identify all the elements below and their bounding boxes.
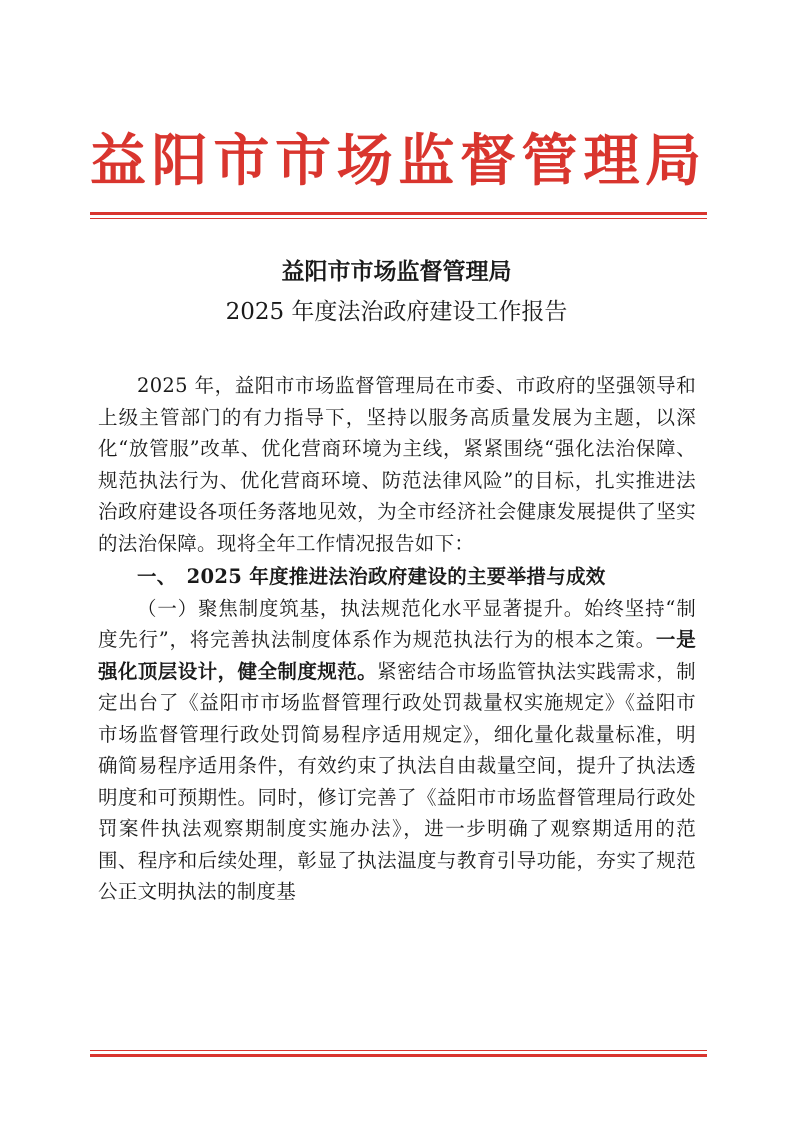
section-heading: 一、 2025 年度推进法治政府建设的主要举措与成效 xyxy=(137,565,606,588)
subsection-text: 始终坚持“制度先行”，将完善执法制度体系作为规范执法行为的根本之策。 xyxy=(98,596,696,651)
subsection-paragraph xyxy=(98,593,696,908)
letterhead-red-rule xyxy=(90,212,707,219)
subsection-lead: （一）聚焦制度筑基，执法规范化水平显著提升。 xyxy=(137,596,585,620)
footer-red-rule xyxy=(90,1050,707,1057)
subsection-text-continued: 紧密结合市场监管执法实践需求，制定出台了《益阳市市场监督管理行政处罚裁量权实施规定》《益阳市市场监督管理行政处罚简易程序适用规定》，细化量化裁量标准，明确简易程序适用条件，有效约束了执法自由裁量空间，提升了执法透明度和可预期性。同时，修订完善了《益阳市市场监督管理局行政处罚案件执法观察期制度实施办法》，进一步明确了观察期适用的范围、程序和后续处理，彰显了执法温度与教育引导功能，夯实了规范公正文明执法的制度基 xyxy=(98,659,696,903)
document-title-line2: 2025 年度法治政府建设工作报告 xyxy=(225,299,568,325)
intro-paragraph: 2025 年，益阳市市场监督管理局在市委、市政府的坚强领导和上级主管部门的有力指导下，坚持以服务高质量发展为主题，以深化“放管服”改革、优化营商环境为主线，紧紧围绕“强化法治保障、规范执法行为、优化营商环境、防范法律风险”的目标，扎实推进法治政府建设各项任务落地见效，为全市经济社会健康发展提供了坚实的法治保障。现将全年工作情况报告如下： xyxy=(98,374,696,555)
document-body xyxy=(98,370,696,908)
subsection-bold-point: 一是强化顶层设计，健全制度规范。 xyxy=(98,628,696,683)
document-title-line1: 益阳市市场监督管理局 xyxy=(281,258,512,285)
letterhead-org-name: 益阳市市场监督管理局 xyxy=(90,128,703,194)
